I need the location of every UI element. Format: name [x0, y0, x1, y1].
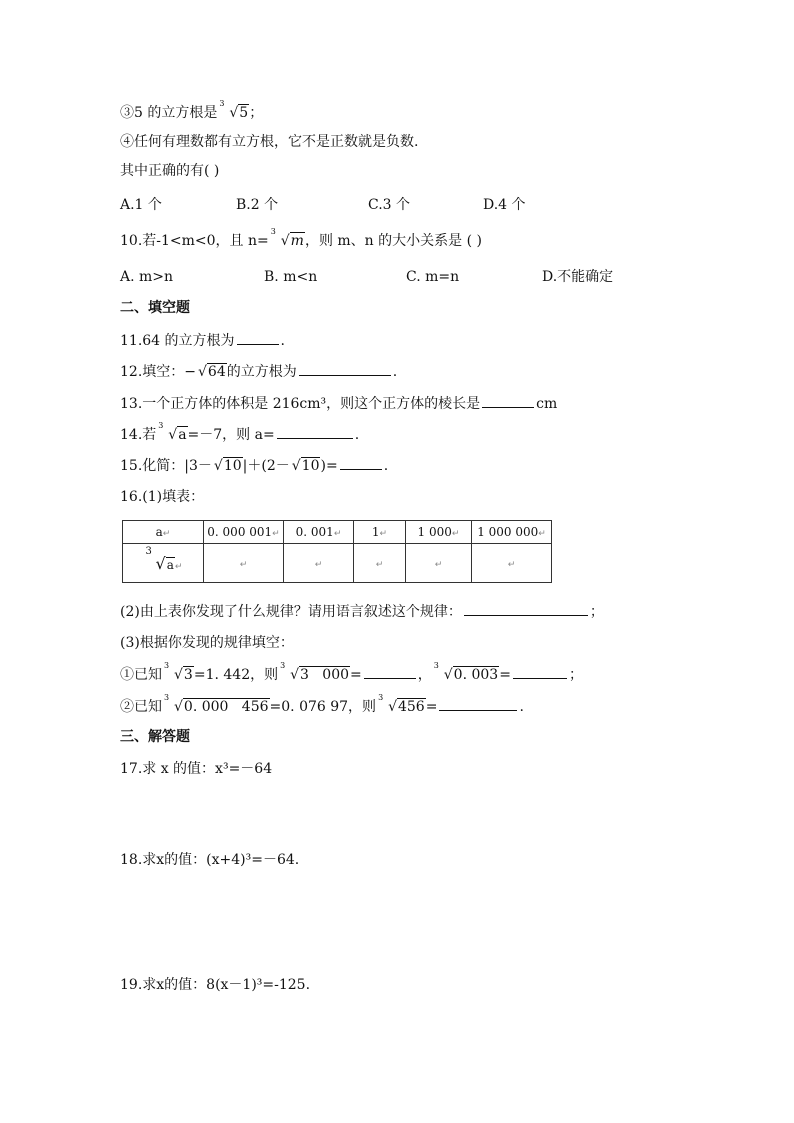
q14-end: . [354, 427, 360, 443]
cube-root-0000456: 3 √0. 000 456 [164, 693, 269, 715]
root-index: 3 [158, 421, 164, 430]
q16-rule-blank[interactable] [464, 602, 588, 616]
q12-suffix: 的立方根为 [226, 364, 297, 380]
root-index: 3 [270, 227, 276, 236]
q14-answer-blank[interactable] [277, 425, 353, 439]
q16-part2-end: ； [589, 604, 604, 620]
q9-option-a: A.1 个 [120, 197, 162, 213]
cube-root-a-label: 3 √a [145, 545, 174, 573]
table-answer-cell[interactable] [406, 544, 472, 583]
table-cell [204, 521, 284, 544]
q16-3b-prefix: ②已知 [120, 699, 162, 715]
q10-option-c: C. m=n [406, 269, 460, 285]
minus-sign: − [184, 364, 196, 380]
table-cell [472, 521, 552, 544]
q15-answer-blank[interactable] [340, 456, 382, 470]
return-mark-icon: ↵ [333, 529, 342, 539]
table-value: 1 000 [417, 525, 452, 539]
equals-sign: = [350, 667, 362, 683]
q16-3b-blank[interactable] [439, 697, 517, 711]
sqrt-10-first: √10 [213, 458, 242, 474]
section-solve-heading: 三、解答题 [120, 729, 190, 745]
q11 [120, 331, 285, 350]
q16-3a-blank-2[interactable] [513, 665, 567, 679]
root-index: 3 [164, 661, 170, 670]
q10-question [120, 227, 482, 250]
radicand: 0. 003 [453, 667, 499, 683]
q16-part2 [120, 602, 604, 621]
section-fill-in-heading: 二、填空题 [120, 300, 190, 316]
q10-prefix: 10.若-1<m<0，且 n= [120, 233, 269, 249]
radicand: a [166, 557, 174, 572]
q13-answer-blank[interactable] [482, 394, 534, 408]
return-mark-icon: ↵ [314, 560, 323, 570]
q16-part3: (3)根据你发现的规律填空： [120, 635, 294, 651]
table-value: 1 [371, 525, 380, 539]
q12-answer-blank[interactable] [299, 362, 391, 376]
q19: 19.求x的值：8(x－1)³=-125. [120, 977, 311, 993]
return-mark-icon: ↵ [507, 560, 516, 570]
q14-middle: =－7，则 a= [187, 427, 275, 443]
table-value: 0. 000 001 [207, 525, 273, 539]
q11-end: . [280, 333, 285, 349]
table-cell [406, 521, 472, 544]
table-row [123, 544, 552, 583]
q11-answer-blank[interactable] [237, 331, 279, 345]
cube-root-3: 3 √3 [164, 661, 193, 683]
return-mark-icon: ↵ [174, 561, 183, 572]
radicand: 456 [397, 699, 425, 715]
q16-3a-blank-1[interactable] [364, 665, 416, 679]
comma: ， [417, 667, 432, 683]
q13 [120, 394, 557, 413]
table-answer-cell[interactable] [354, 544, 406, 583]
q9-item4: ④任何有理数都有立方根，它不是正数就是负数. [120, 134, 419, 150]
q13-text: 13.一个正方体的体积是 216cm³，则这个正方体的棱长是 [120, 396, 481, 412]
radicand: 64 [207, 364, 226, 380]
q15-suffix: )= [320, 458, 338, 474]
q16-part3a [120, 661, 583, 684]
q11-text: 11.64 的立方根为 [120, 333, 235, 349]
table-value: 0. 001 [295, 525, 334, 539]
root-index: 3 [378, 693, 384, 702]
q9-option-c: C.3 个 [368, 197, 411, 213]
cube-root-3000: 3 √3 000 [280, 661, 350, 683]
cube-root-table [122, 520, 552, 583]
cube-root-a: 3 √a [158, 421, 187, 443]
root-index: 3 [219, 99, 225, 108]
q15 [120, 456, 388, 475]
cube-root-456: 3 √456 [378, 693, 425, 715]
cube-root-0003: 3 √0. 003 [433, 661, 499, 683]
table-answer-cell[interactable] [204, 544, 284, 583]
q14 [120, 421, 360, 444]
table-header-cube-root [123, 544, 204, 583]
root-index: 3 [164, 693, 170, 702]
radicand: 3 [183, 667, 193, 683]
q12-text: 12.填空： [120, 364, 185, 380]
sqrt-10-second: √10 [291, 458, 320, 474]
equals-sign: = [499, 667, 511, 683]
table-cell [354, 521, 406, 544]
radicand: 5 [239, 105, 249, 121]
return-mark-icon: ↵ [379, 529, 388, 539]
q16-3a-prefix: ①已知 [120, 667, 162, 683]
q15-text: 15.化简：|3－ [120, 458, 212, 474]
q17: 17.求 x 的值：x³=－64 [120, 761, 273, 777]
q10-option-d: D.不能确定 [542, 269, 614, 285]
return-mark-icon: ↵ [451, 529, 460, 539]
q9-item3-text: ③5 的立方根是 [120, 105, 218, 121]
q15-end: . [383, 458, 389, 474]
table-answer-cell[interactable] [284, 544, 354, 583]
table-value: 1 000 000 [477, 525, 539, 539]
q9-option-d: D.4 个 [483, 197, 526, 213]
radicand: 10 [223, 458, 242, 474]
return-mark-icon: ↵ [162, 529, 171, 539]
radicand: m [290, 233, 304, 249]
q10-option-a: A. m>n [120, 269, 174, 285]
root-index: 3 [280, 661, 286, 670]
q16-3b-end: . [519, 699, 524, 715]
q10-suffix: ，则 m、n 的大小关系是 ( ) [304, 233, 482, 249]
equals-sign: = [425, 699, 438, 715]
q16-3a-end: ； [568, 667, 583, 683]
q10-option-b: B. m<n [264, 269, 318, 285]
cube-root-m: 3 √m [270, 227, 304, 249]
q14-text: 14.若 [120, 427, 157, 443]
q9-item3-suffix: ； [249, 105, 264, 121]
sqrt-64: √64 [198, 364, 226, 380]
a-label: a [155, 525, 163, 539]
q9-prompt: 其中正确的有( ) [120, 163, 220, 179]
q18: 18.求x的值：(x+4)³=－64. [120, 852, 300, 868]
return-mark-icon: ↵ [272, 529, 280, 539]
return-mark-icon: ↵ [375, 560, 384, 570]
q12 [120, 362, 397, 381]
q12-end: . [392, 364, 398, 380]
q15-middle: |＋(2－ [242, 458, 290, 474]
root-index: 3 [145, 545, 152, 557]
q16-title: 16.(1)填表： [120, 489, 205, 505]
q16-3b-given: =0. 076 97，则 [269, 699, 377, 715]
return-mark-icon: ↵ [538, 529, 546, 539]
table-cell [284, 521, 354, 544]
radicand: a [178, 427, 187, 443]
return-mark-icon: ↵ [239, 560, 248, 570]
root-index: 3 [433, 661, 439, 670]
radicand: 0. 000 456 [183, 699, 269, 715]
radicand: 3 000 [300, 667, 350, 683]
q16-part3b [120, 693, 524, 716]
return-mark-icon: ↵ [434, 560, 443, 570]
table-header-a [123, 521, 204, 544]
table-answer-cell[interactable] [472, 544, 552, 583]
q16-part2-text: (2)由上表你发现了什么规律？请用语言叙述这个规律： [120, 604, 462, 620]
q16-3a-given: =1. 442，则 [193, 667, 279, 683]
q13-unit: cm [536, 396, 558, 412]
q9-option-b: B.2 个 [236, 197, 279, 213]
q9-item3 [120, 99, 264, 122]
cube-root-5: 3 √5 [219, 99, 249, 121]
table-row [123, 521, 552, 544]
radicand: 10 [301, 458, 320, 474]
